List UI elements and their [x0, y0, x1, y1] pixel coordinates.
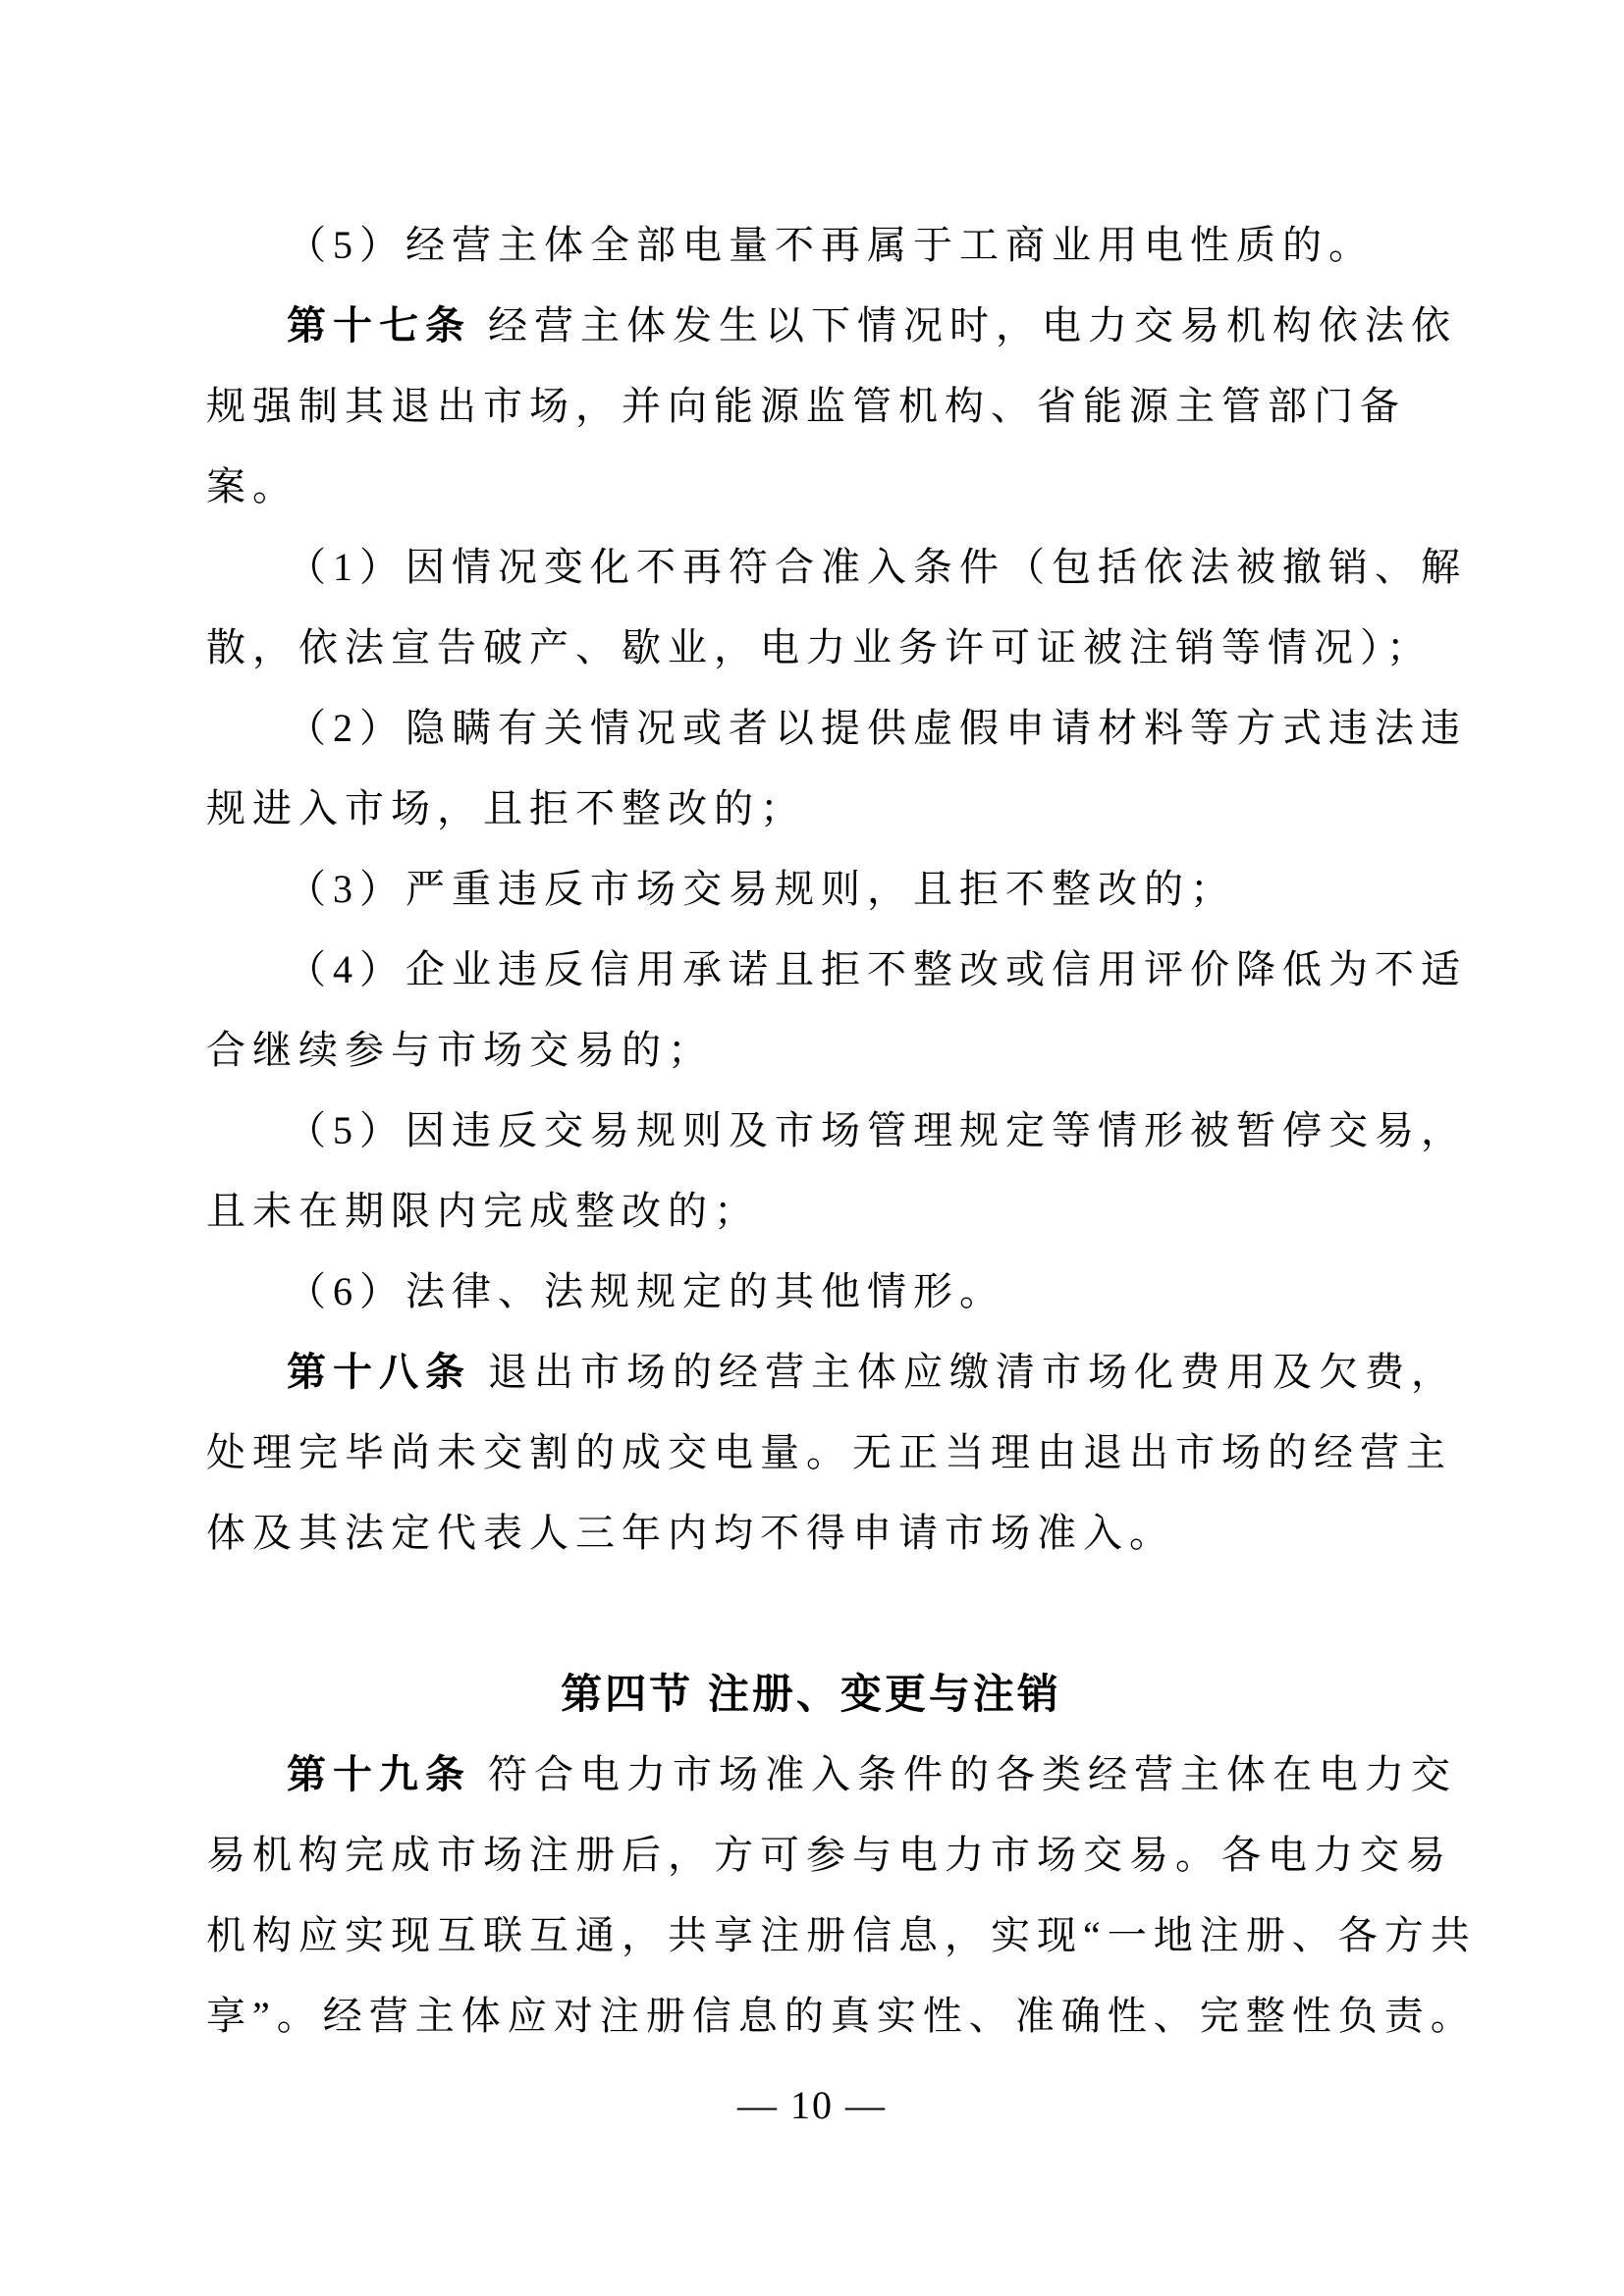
line-text: 退出市场的经营主体应缴清市场化费用及欠费， — [471, 1350, 1457, 1394]
line-text: （4）企业违反信用承诺且拒不整改或信用评价降低为不适 — [287, 947, 1467, 991]
line-text: 享”。经营主体应对注册信息的真实性、准确性、完整性负责。 — [206, 1994, 1477, 2038]
line-text: 机构应实现互联互通，共享注册信息，实现“一地注册、各方共 — [206, 1913, 1477, 1957]
line-text: 规强制其退出市场，并向能源监管机构、省能源主管部门备 — [206, 384, 1406, 428]
line-text: （6）法律、法规规定的其他情形。 — [287, 1269, 1005, 1313]
article-number: 第十七条 — [287, 304, 471, 347]
line-text: 合继续参与市场交易的； — [206, 1028, 714, 1072]
text-line — [206, 1493, 1416, 1574]
line-text: 案。 — [206, 464, 298, 508]
line-text: 散，依法宣告破产、歇业，电力业务许可证被注销等情况）； — [206, 625, 1433, 669]
text-line — [206, 1413, 1452, 1493]
text-line — [206, 1010, 1416, 1091]
article-number: 第十八条 — [287, 1351, 471, 1394]
text-line — [206, 1815, 1452, 1896]
text-line — [206, 366, 1416, 447]
line-text: （5）因违反交易规则及市场管理规定等情形被暂停交易， — [287, 1108, 1467, 1152]
line-text: （2）隐瞒有关情况或者以提供虚假申请材料等方式违法违 — [287, 706, 1467, 750]
text-line — [206, 769, 1416, 849]
text-line — [206, 930, 1467, 1010]
text-line — [206, 286, 1457, 366]
text-line — [206, 1976, 1477, 2056]
blank-line — [206, 1574, 1416, 1654]
line-text: 经营主体发生以下情况时，电力交易机构依法依 — [471, 303, 1457, 347]
text-line — [206, 608, 1433, 688]
line-text: 体及其法定代表人三年内均不得申请市场准入。 — [206, 1511, 1175, 1555]
page-number: — 10 — — [737, 2083, 887, 2127]
line-text: （1）因情况变化不再符合准入条件（包括依法被撤销、解 — [287, 545, 1467, 589]
text-block — [206, 205, 1477, 2056]
article-number: 第十九条 — [287, 1753, 471, 1796]
text-line — [206, 527, 1467, 608]
text-line — [206, 1252, 1416, 1332]
text-line — [206, 849, 1416, 930]
text-line — [206, 205, 1416, 286]
line-text: 符合电力市场准入条件的各类经营主体在电力交 — [471, 1752, 1457, 1796]
text-line — [206, 1896, 1477, 1976]
line-text: （3）严重违反市场交易规则，且拒不整改的； — [287, 867, 1236, 911]
text-line — [206, 1735, 1457, 1815]
section-heading: 第四节 注册、变更与注销 — [561, 1671, 1061, 1717]
line-text: 且未在期限内完成整改的； — [206, 1189, 760, 1233]
text-line — [206, 688, 1467, 769]
text-line — [206, 447, 1416, 527]
line-text: （5）经营主体全部电量不再属于工商业用电性质的。 — [287, 223, 1375, 267]
text-line — [206, 1332, 1457, 1413]
line-text: 处理完毕尚未交割的成交电量。无正当理由退出市场的经营主 — [206, 1430, 1452, 1474]
text-line — [206, 1171, 1416, 1252]
line-text: 规进入市场，且拒不整改的； — [206, 786, 806, 830]
line-text: 易机构完成市场注册后，方可参与电力市场交易。各电力交易 — [206, 1833, 1452, 1877]
text-line — [206, 1091, 1467, 1171]
